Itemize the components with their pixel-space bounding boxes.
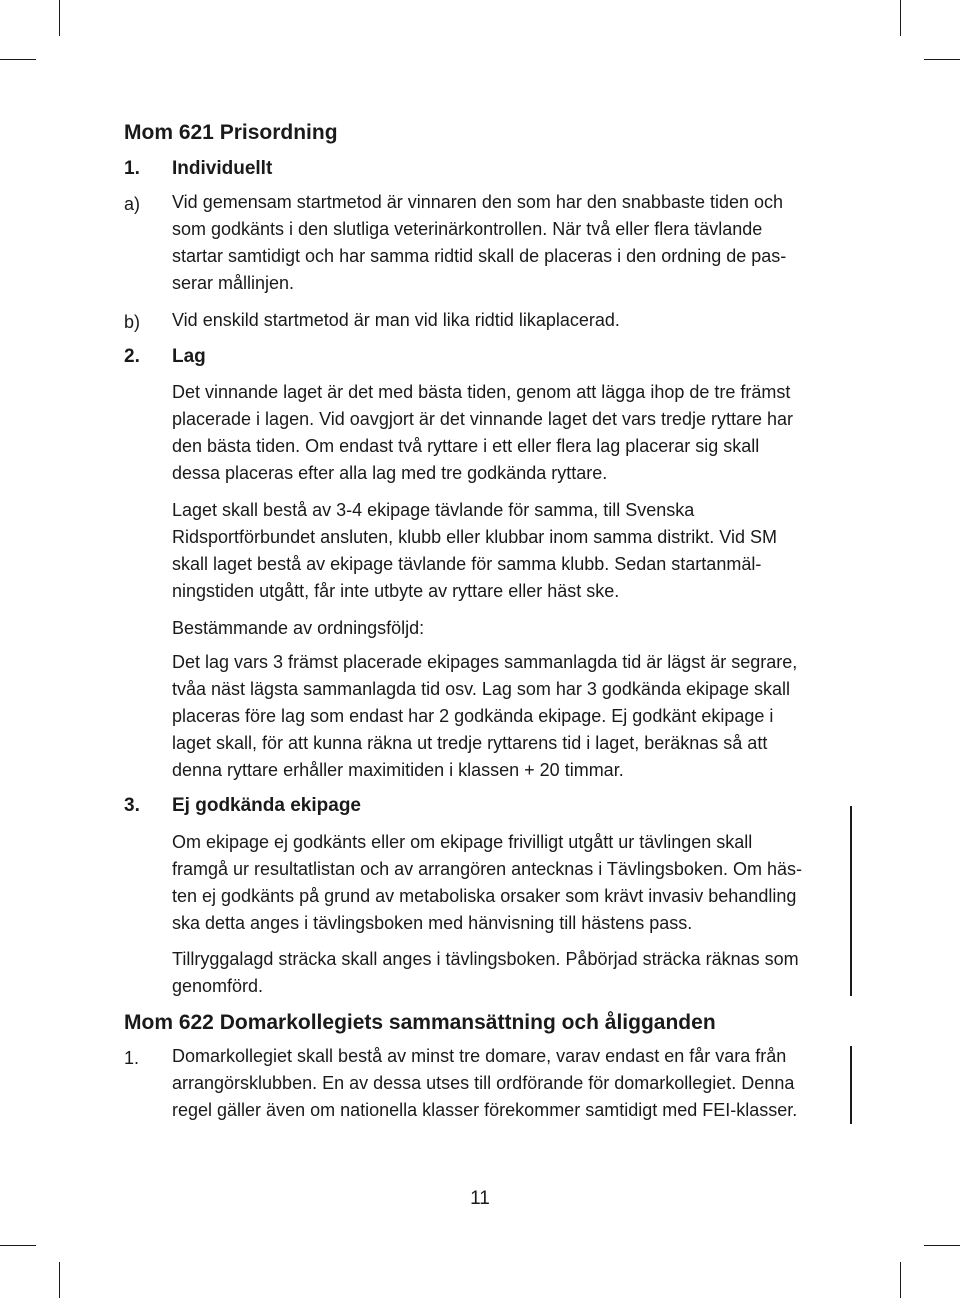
text-line: Vid gemensam startmetod är vinnaren den som har den snabbaste tiden och xyxy=(172,192,784,212)
text-line: denna ryttare erhåller maximitiden i klassen + 20 timmar. xyxy=(172,760,624,780)
text-line: laget skall, för att kunna räkna ut tredje ryttarens tid i laget, beräknas så att xyxy=(172,733,768,753)
text-line: dessa placeras efter alla lag med tre godkända ryttare. xyxy=(172,463,608,483)
section-2-paragraph-4 xyxy=(172,649,842,784)
mom622-item-1-label: 1. xyxy=(124,1048,140,1068)
item-a-label: a) xyxy=(124,194,141,214)
text-line: Ridsportförbundet ansluten, klubb eller klubbar inom samma distrikt. Vid SM xyxy=(172,527,777,547)
item-b-text xyxy=(172,307,842,334)
text-line: Laget skall bestå av 3-4 ekipage tävlande för samma, till Svenska xyxy=(172,500,695,520)
text-line: Tillryggalagd sträcka skall anges i tävlingsboken. Påbörjad sträcka räknas som xyxy=(172,949,799,969)
item-a-text xyxy=(172,189,842,297)
text-line: placerade i lagen. Vid oavgjort är det vinnande laget det vars tredje ryttare har xyxy=(172,409,794,429)
text-line: ningstiden utgått, får inte utbyte av ryttare eller häst ske. xyxy=(172,581,620,601)
section-2-number: 2. xyxy=(124,346,140,367)
mom622-item-1-text xyxy=(172,1043,842,1124)
text-line: tvåa näst lägsta sammanlagda tid osv. Lag som har 3 godkända ekipage skall xyxy=(172,679,791,699)
text-line: Bestämmande av ordningsföljd: xyxy=(172,618,425,638)
mom621-heading: Mom 621 Prisordning xyxy=(124,121,338,144)
section-2-paragraph-2 xyxy=(172,497,842,605)
text-line: framgå ur resultatlistan och av arrangören antecknas i Tävlingsboken. Om häs- xyxy=(172,859,802,879)
text-line: ten ej godkänts på grund av metaboliska orsaker som krävt invasiv behandling xyxy=(172,886,797,906)
section-3-paragraph-1 xyxy=(172,829,842,937)
text-line: placeras före lag som endast har 2 godkända ekipage. Ej godkänt ekipage i xyxy=(172,706,774,726)
text-line: den bästa tiden. Om endast två ryttare i ett eller flera lag placerar sig skall xyxy=(172,436,760,456)
text-line: Det vinnande laget är det med bästa tiden, genom att lägga ihop de tre främst xyxy=(172,382,791,402)
mom622-heading: Mom 622 Domarkollegiets sammansättning och åligganden xyxy=(124,1011,716,1034)
section-1-title: Individuellt xyxy=(172,158,273,179)
section-1-number: 1. xyxy=(124,158,140,179)
text-line: Om ekipage ej godkänts eller om ekipage frivilligt utgått ur tävlingen skall xyxy=(172,832,753,852)
text-line: regel gäller även om nationella klasser förekommer samtidigt med FEI-klasser. xyxy=(172,1100,798,1120)
section-2-title: Lag xyxy=(172,346,206,367)
text-line: Det lag vars 3 främst placerade ekipages sammanlagda tid är lägst är segrare, xyxy=(172,652,798,672)
section-3-number: 3. xyxy=(124,795,140,816)
text-line: Vid enskild startmetod är man vid lika ridtid likaplacerad. xyxy=(172,310,620,330)
text-line: som godkänts i den slutliga veterinärkontrollen. När två eller flera tävlande xyxy=(172,219,763,239)
text-line: serar mållinjen. xyxy=(172,273,295,293)
section-3-title: Ej godkända ekipage xyxy=(172,795,361,816)
text-line: genomförd. xyxy=(172,976,264,996)
text-line: Domarkollegiet skall bestå av minst tre domare, varav endast en får vara från xyxy=(172,1046,787,1066)
page-number: 11 xyxy=(470,1188,490,1209)
section-2-paragraph-1 xyxy=(172,379,842,487)
text-line: ska detta anges i tävlingsboken med hänvisning till hästens pass. xyxy=(172,913,693,933)
text-line: skall laget bestå av ekipage tävlande för samma klubb. Sedan startanmäl- xyxy=(172,554,762,574)
item-b-label: b) xyxy=(124,312,141,332)
section-3-paragraph-2 xyxy=(172,946,842,1000)
text-line: startar samtidigt och har samma ridtid skall de placeras i den ordning de pas- xyxy=(172,246,787,266)
text-line: arrangörsklubben. En av dessa utses till ordförande för domarkollegiet. Denna xyxy=(172,1073,795,1093)
section-2-paragraph-3 xyxy=(172,615,842,642)
